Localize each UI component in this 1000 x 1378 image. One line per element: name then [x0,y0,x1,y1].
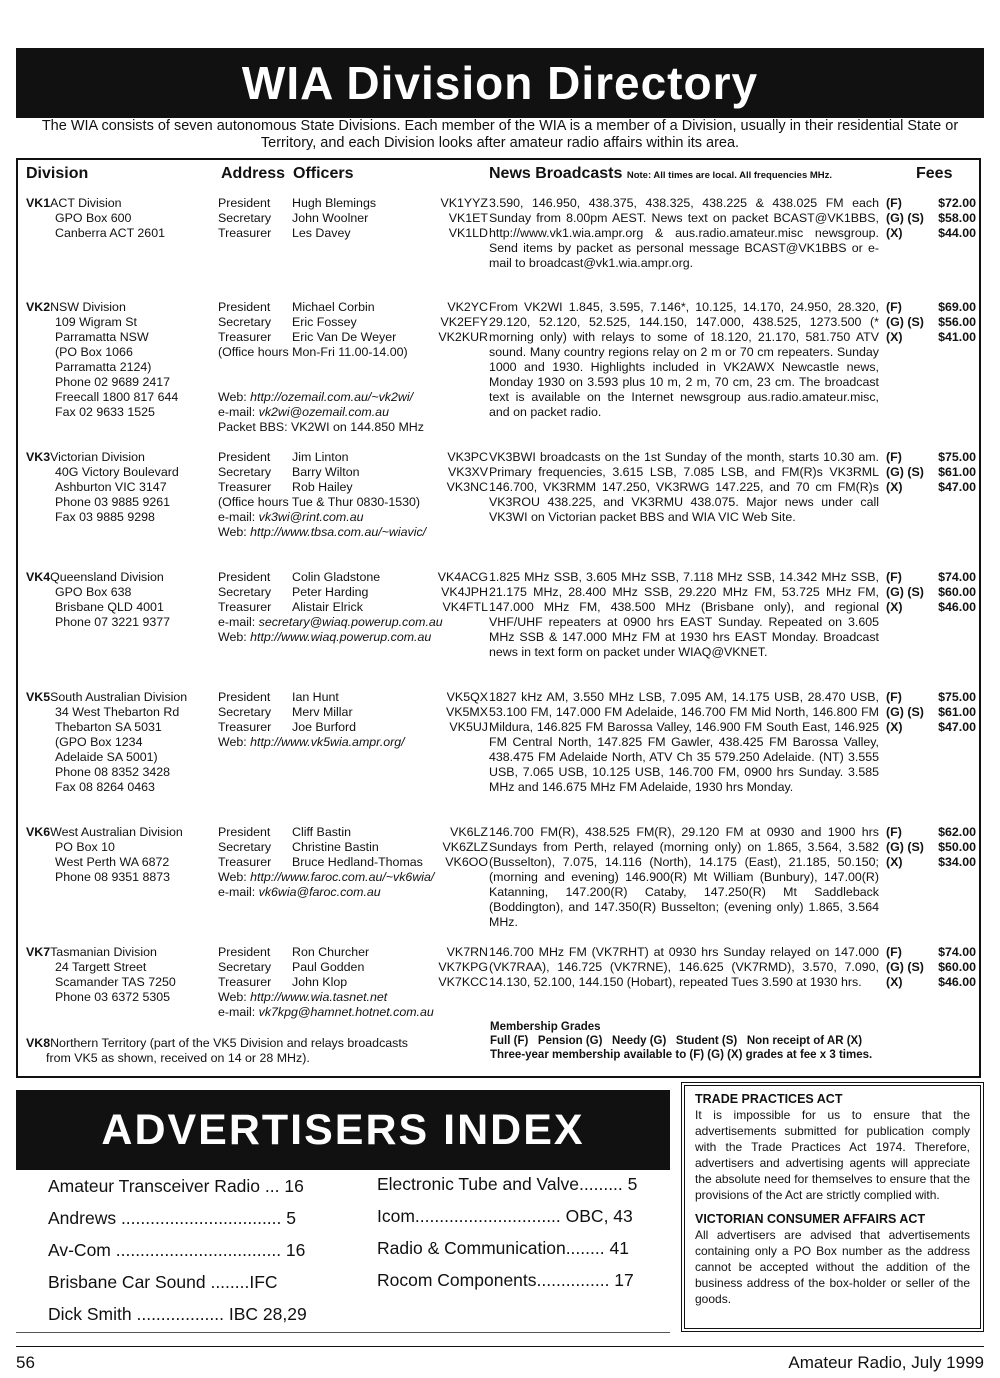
fee-row [886,570,976,585]
officer-extra-line [218,1005,488,1020]
officer-row [218,855,488,870]
fee-row [886,300,976,315]
trade-practices-notice [681,1082,984,1332]
fee-grade: (F) [886,300,902,314]
header-fees: Fees [916,165,953,182]
fee-grade: (F) [886,450,902,464]
officer-name: Colin Gladstone [292,570,381,584]
address-line: (PO Box 1066 [55,345,133,359]
fee-amount: $41.00 [938,330,976,344]
officer-name: Paul Godden [292,960,365,974]
division-fees [886,825,976,870]
fee-row [886,840,976,855]
fee-row [886,330,976,345]
officer-callsign: VK2YC [447,300,488,314]
officer-extra-line [218,420,488,435]
header-division: Division [26,165,89,182]
fee-amount: $58.00 [938,211,976,225]
officer-role: Secretary [218,315,272,329]
news-broadcasts: VK3BWI broadcasts on the 1st Sunday of the month, starts 10.30 am. Primary frequencies, 3.615 LSB, 7.085 LSB, and FM(R)s VK3RML 146.700, VK3RMM 147.250, VK3RWG 147.225, and 70 cm FM(R)s VK3ROU 438.225, and VK3RMU 438.075. Major news under call VK3WI on Victorian packet BBS and WIA VIC Web Site. [489,450,879,524]
officer-name: Les Davey [292,226,351,240]
page-footer [16,1346,984,1377]
officer-name: Barry Wilton [292,465,360,479]
officer-callsign: VK1YYZ [440,196,488,210]
address-line: Brisbane QLD 4001 [55,600,164,614]
officer-callsign: VK5QX [446,690,488,704]
address-line: Thebarton SA 5031 [55,720,162,734]
officer-callsign: VK7RN [446,945,488,959]
address-line: GPO Box 638 [55,585,132,599]
consumer-affairs-text: All advertisers are advised that advertisements containing only a PO Box number as the address cannot be accepted without the addition of the business address of the box-holder or seller of the goods. [695,1228,970,1306]
fee-amount: $62.00 [938,825,976,839]
address-line: Canberra ACT 2601 [55,226,165,240]
fee-amount: $74.00 [938,945,976,959]
officer-row [218,226,488,241]
fee-grade: (G) (S) [886,840,924,854]
extra-label: Web: [218,990,251,1004]
extra-value: http://www.vk5wia.ampr.org/ [250,735,405,749]
division-code: VK7 [26,945,51,959]
news-broadcasts: 3.590, 146.950, 438.375, 438.325, 438.225 & 438.025 FM each Sunday from 8.00pm AEST. News text on packet BCAST@VK1BBS, http://www.vk1.wia.ampr.org & aus.radio.amateur.misc newsgroup. Send items by packet as personal message BCAST@VK1BBS or e-mail to broadcast@vk1.wia.ampr.org. [489,196,879,270]
officer-callsign: VK4FTL [442,600,488,614]
officer-role: Secretary [218,465,272,479]
officer-callsign: VK7KCC [438,975,488,989]
division-code: VK3 [26,450,51,464]
officer-role: Secretary [218,960,272,974]
officer-row [218,570,488,585]
fee-amount: $75.00 [938,690,976,704]
officer-row [218,330,488,345]
page-number: 56 [16,1353,35,1372]
officer-row [218,975,488,990]
fee-amount: $74.00 [938,570,976,584]
fee-grade: (X) [886,226,903,240]
officer-role: Treasurer [218,480,272,494]
officer-role: Secretary [218,585,272,599]
division-name: Queensland Division [50,570,164,584]
address-line: 109 Wigram St [55,315,137,329]
fee-amount: $69.00 [938,300,976,314]
division-code: VK8 [26,1036,51,1050]
fee-amount: $60.00 [938,960,976,974]
division-name: NSW Division [50,300,126,314]
officer-extra-line [218,405,488,420]
officer-callsign: VK5MX [445,705,488,719]
extra-label: Web: [218,390,251,404]
address-line: Freecall 1800 817 644 [55,390,179,404]
division-officers [218,300,488,435]
advertiser-item: Rocom Components............... 17 [377,1270,634,1290]
officer-name: Eric Van De Weyer [292,330,397,344]
news-broadcasts: 146.700 FM(R), 438.525 FM(R), 29.120 FM at 0930 and 1900 hrs Sundays from Perth, relayed (morning only) on 1.865, 3.564, 3.582 (Busselton), 7.075, 14.116 (North), 14.175 (East), 21.185, 50.150; (morning and evening) 146.900(R) Mt William (Bunbury), 147.00(R) Katanning, 147.200(R) Cataby, 147.250(R) Mt Saddleback (Boddington), and 147.350(R) Busselton; (evening only) 1.865, 3.564 MHz. [489,825,879,929]
advertiser-item: Amateur Transceiver Radio ... 16 [48,1176,304,1196]
officer-name: Bruce Hedland-Thomas [292,855,423,869]
address-line: (GPO Box 1234 [55,735,143,749]
advertiser-item: Andrews ................................. 5 [48,1208,296,1228]
division-code: VK2 [26,300,51,314]
division-officers [218,570,488,645]
advertiser-item: Brisbane Car Sound ........IFC [48,1272,278,1292]
officer-callsign: VK7KPG [438,960,488,974]
officer-role: President [218,300,271,314]
officer-name: John Klop [292,975,348,989]
officer-row [218,450,488,465]
division-fees [886,570,976,615]
address-line: Adelaide SA 5001) [55,750,158,764]
fee-row [886,465,976,480]
officer-callsign: VK3XV [448,465,488,479]
officer-extra-line [218,630,488,645]
header-news [489,165,832,183]
division-code: VK4 [26,570,51,584]
fee-grade: (X) [886,975,903,989]
division-name: South Australian Division [50,690,188,704]
officer-name: John Woolner [292,211,369,225]
fee-row [886,211,976,226]
officer-row [218,600,488,615]
fee-row [886,825,976,840]
fee-grade: (F) [886,945,902,959]
address-line: 24 Targett Street [55,960,147,974]
division-name: Victorian Division [50,450,145,464]
division-directory-table [16,158,981,1078]
division-name: Tasmanian Division [50,945,157,959]
address-line: Phone 03 9885 9261 [55,495,171,509]
fee-amount: $72.00 [938,196,976,210]
officer-name: Eric Fossey [292,315,357,329]
fee-amount: $47.00 [938,720,976,734]
fee-amount: $60.00 [938,585,976,599]
fee-row [886,196,976,211]
extra-value: vk3wi@rint.com.au [258,510,364,524]
division-officers [218,690,488,750]
membership-line2: Three-year membership available to (F) (G) (X) grades at fee x 3 times. [490,1049,873,1061]
officer-callsign: VK6LZ [450,825,488,839]
extra-label: e-mail: [218,1005,259,1019]
officer-name: Cliff Bastin [292,825,351,839]
header-officers: Officers [293,165,354,182]
division-name: ACT Division [50,196,122,210]
officer-row [218,705,488,720]
extra-label: Web: [218,525,251,539]
officer-extra-line [218,345,488,360]
officer-name: Ian Hunt [292,690,339,704]
fee-row [886,480,976,495]
officer-row [218,300,488,315]
trade-practices-text: It is impossible for us to ensure that the advertisements submitted for publication comply with the Trade Practices Act 1974. Therefore, advertisers and advertising agents will appreciate the absolute need for themselves to ensure that the provisions of the Act are strictly complied with. [695,1108,970,1202]
advertisers-index-title: ADVERTISERS INDEX [16,1090,670,1170]
fee-grade: (X) [886,330,903,344]
officer-row [218,465,488,480]
page-title: WIA Division Directory [16,48,984,118]
extra-value: http://www.tbsa.com.au/~wiavic/ [250,525,427,539]
officer-row [218,211,488,226]
fee-row [886,855,976,870]
address-line: Phone 02 9689 2417 [55,375,171,389]
division-fees [886,300,976,345]
fee-row [886,450,976,465]
officer-callsign: VK4ACG [437,570,488,584]
address-line: West Perth WA 6872 [55,855,170,869]
fee-grade: (G) (S) [886,211,924,225]
officer-extra-line [218,375,488,390]
membership-line1: Full (F) Pension (G) Needy (G) Student (S) Non receipt of AR (X) [490,1035,863,1047]
division-name: West Australian Division [50,825,183,839]
extra-value: http://ozemail.com.au/~vk2wi/ [250,390,414,404]
officer-extra-line [218,870,488,885]
officer-callsign: VK3PC [447,450,488,464]
address-line: Scamander TAS 7250 [55,975,176,989]
officer-extra-line [218,735,488,750]
officer-extra-line [218,615,488,630]
division-code: VK5 [26,690,51,704]
officer-callsign: VK2KUR [438,330,488,344]
fee-row [886,315,976,330]
officer-callsign: VK5UJ [449,720,488,734]
fee-row [886,705,976,720]
officer-name: Ron Churcher [292,945,370,959]
officer-name: Michael Corbin [292,300,375,314]
extra-label: Packet BBS: VK2WI on 144.850 MHz [218,420,424,434]
magazine-issue: Amateur Radio, July 1999 [788,1353,984,1372]
officer-name: Rob Hailey [292,480,353,494]
membership-grades [490,1020,970,1062]
advertiser-item: Electronic Tube and Valve......... 5 [377,1174,638,1194]
officer-row [218,960,488,975]
officer-callsign: VK3NC [446,480,488,494]
officer-callsign: VK6ZLZ [442,840,488,854]
officer-name: Jim Linton [292,450,349,464]
fee-grade: (G) (S) [886,315,924,329]
officer-role: President [218,570,271,584]
news-broadcasts: 1.825 MHz SSB, 3.605 MHz SSB, 7.118 MHz SSB, 14.342 MHz SSB, 21.175 MHz, 28.400 MHz SSB, 29.220 MHz FM, 53.725 MHz FM, 147.000 MHz FM, 438.500 MHz (Brisbane only), and regional VHF/UHF repeaters at 0900 hrs EAST Sunday. Repeated on 3.605 MHz SSB & 147.000 MHz FM at 1930 hrs EAST Monday. Broadcast news in text form on packet under WIAQ@VKNET. [489,570,879,659]
extra-value: http://www.wiaq.powerup.com.au [250,630,432,644]
division-officers [218,450,488,540]
extra-label: (Office hours Mon-Fri 11.00-14.00) [218,345,408,359]
officer-extra-line [218,360,488,375]
vk8-line1: Northern Territory (part of the VK5 Division and relays broadcasts [50,1036,408,1050]
fee-row [886,945,976,960]
officer-extra-line [218,510,488,525]
officer-callsign: VK1LD [448,226,488,240]
division-officers [218,945,488,1020]
officer-name: Merv Millar [292,705,353,719]
division-address [26,945,216,1005]
fee-row [886,720,976,735]
officer-role: Treasurer [218,330,272,344]
fee-grade: (F) [886,825,902,839]
advertiser-item: Av-Com .................................. 16 [48,1240,306,1260]
officer-row [218,480,488,495]
division-address [26,300,216,420]
officer-role: Treasurer [218,720,272,734]
fee-amount: $46.00 [938,600,976,614]
address-line: Fax 03 9885 9298 [55,510,155,524]
extra-label: e-mail: [218,885,259,899]
fee-grade: (X) [886,480,903,494]
advertiser-item: Icom.............................. OBC, 43 [377,1206,633,1226]
advertiser-item: Radio & Communication........ 41 [377,1238,629,1258]
address-line: Ashburton VIC 3147 [55,480,167,494]
officer-role: President [218,945,271,959]
fee-grade: (X) [886,600,903,614]
fee-row [886,960,976,975]
fee-grade: (F) [886,196,902,210]
address-line: Parramatta 2124) [55,360,152,374]
address-line: 34 West Thebarton Rd [55,705,180,719]
officer-role: Secretary [218,840,272,854]
division-address [26,570,216,630]
consumer-affairs-title: VICTORIAN CONSUMER AFFAIRS ACT [695,1212,926,1226]
extra-value: http://www.wia.tasnet.net [250,990,388,1004]
extra-label: Web: [218,630,251,644]
officer-row [218,840,488,855]
fee-grade: (F) [886,690,902,704]
fee-row [886,975,976,990]
extra-value: vk7kpg@hamnet.hotnet.com.au [258,1005,434,1019]
extra-label: e-mail: [218,510,259,524]
officer-row [218,196,488,211]
fee-row [886,600,976,615]
officer-callsign: VK2EFY [440,315,488,329]
fee-grade: (G) (S) [886,960,924,974]
officer-extra-line [218,525,488,540]
officer-extra-line [218,990,488,1005]
officer-row [218,945,488,960]
division-fees [886,450,976,495]
division-address [26,450,216,525]
fee-row [886,690,976,705]
officer-role: President [218,825,271,839]
extra-value: vk2wi@ozemail.com.au [258,405,389,419]
extra-value: http://www.faroc.com.au/~vk6wia/ [250,870,435,884]
division-code: VK6 [26,825,51,839]
advertisers-list [16,1170,670,1333]
advertiser-item: Dick Smith .................. IBC 28,29 [48,1304,307,1324]
division-code: VK1 [26,196,51,210]
fee-row [886,585,976,600]
division-officers [218,825,488,900]
division-address [26,196,216,241]
fee-grade: (G) (S) [886,705,924,719]
officer-role: Treasurer [218,600,272,614]
division-address [26,690,216,795]
fee-amount: $75.00 [938,450,976,464]
news-broadcasts: 146.700 MHz FM (VK7RHT) at 0930 hrs Sunday relayed on 147.000 (VK7RAA), 146.725 (VK7RNE), 146.625 (VK7RMD), 3.570, 7.090, 14.130, 52.100, 144.150 (Hobart), repeated Tues 3.590 at 1930 hrs. [489,945,879,989]
officer-row [218,315,488,330]
extra-label: Web: [218,735,251,749]
division-address [26,825,216,885]
address-line: GPO Box 600 [55,211,132,225]
division-fees [886,690,976,735]
fee-amount: $56.00 [938,315,976,329]
address-line: Phone 07 3221 9377 [55,615,171,629]
fee-amount: $44.00 [938,226,976,240]
fee-grade: (X) [886,855,903,869]
officer-role: President [218,450,271,464]
extra-label: e-mail: [218,405,259,419]
intro-text: The WIA consists of seven autonomous State Divisions. Each member of the WIA is a member of a Division, usually in their residential State or Territory, and each Division looks after amateur radio affairs within its area. [41,118,959,151]
fee-amount: $46.00 [938,975,976,989]
address-line: Phone 08 8352 3428 [55,765,171,779]
news-broadcasts: 1827 kHz AM, 3.550 MHz LSB, 7.095 AM, 14.175 USB, 28.470 USB, 53.100 FM, 147.000 FM Adelaide, 146.700 FM Mid North, 146.800 FM Mildura, 146.825 FM Barossa Valley, 146.900 FM South East, 146.925 FM Central North, 147.825 FM Gawler, 438.425 FM Barossa Valley, 438.475 FM Adelaide North, ATV Ch 35 579.250 Adelaide. (NT) 3.555 USB, 7.065 USB, 10.125 USB, 146.700 FM, 0900 hrs Sunday. 3.585 MHz and 146.675 MHz FM Adelaide, 1930 hrs Monday. [489,690,879,794]
officer-role: President [218,690,271,704]
officer-extra-line [218,885,488,900]
officer-callsign: VK6OO [445,855,488,869]
officer-name: Hugh Blemings [292,196,377,210]
officer-row [218,825,488,840]
officer-row [218,690,488,705]
vk8-line2: from VK5 as shown, received on 14 or 28 MHz). [46,1051,310,1065]
officer-callsign: VK4JPH [441,585,488,599]
extra-value: secretary@wiaq.powerup.com.au [258,615,443,629]
officer-name: Alistair Elrick [292,600,363,614]
address-line: Phone 03 6372 5305 [55,990,171,1004]
officer-callsign: VK1ET [448,211,488,225]
officer-role: Secretary [218,705,272,719]
address-line: 40G Victory Boulevard [55,465,179,479]
extra-label: e-mail: [218,615,259,629]
division-fees [886,196,976,241]
officer-row [218,585,488,600]
extra-label: Web: [218,870,251,884]
fee-grade: (X) [886,720,903,734]
fee-grade: (G) (S) [886,465,924,479]
membership-title: Membership Grades [490,1021,601,1033]
address-line: Phone 08 9351 8873 [55,870,171,884]
fee-amount: $50.00 [938,840,976,854]
fee-amount: $61.00 [938,705,976,719]
fee-amount: $47.00 [938,480,976,494]
officer-role: Treasurer [218,975,272,989]
extra-label: (Office hours Tue & Thur 0830-1530) [218,495,421,509]
officer-name: Joe Burford [292,720,357,734]
officer-extra-line [218,495,488,510]
officer-row [218,720,488,735]
header-news-note: Note: All times are local. All frequencies MHz. [626,170,833,181]
division-fees [886,945,976,990]
officer-role: President [218,196,271,210]
fee-amount: $61.00 [938,465,976,479]
officer-extra-line [218,390,488,405]
officer-name: Christine Bastin [292,840,379,854]
officer-role: Treasurer [218,855,272,869]
header-address: Address [221,165,286,182]
fee-grade: (F) [886,570,902,584]
address-line: Parramatta NSW [55,330,149,344]
address-line: PO Box 10 [55,840,115,854]
news-broadcasts: From VK2WI 1.845, 3.595, 7.146*, 10.125, 14.170, 24.950, 28.320, 29.120, 52.120, 52.525, 144.150, 147.000, 438.525, 1273.500 (* morning only) with relays to some of 18.120, 21.170, 581.750 ATV sound. Many country regions relay on 2 m or 70 cm repeaters. Sunday 1000 and 1930. Highlights included in VK2AWX Newcastle news, Monday 1930 on 3.593 plus 10 m, 2 m, 70 cm, 23 cm. The broadcast text is available on the Internet newsgroup aus.radio.amateur.misc, and on packet radio. [489,300,879,419]
officer-role: Treasurer [218,226,272,240]
fee-amount: $34.00 [938,855,976,869]
fee-grade: (G) (S) [886,585,924,599]
header-news-label: News Broadcasts [489,165,623,182]
fee-row [886,226,976,241]
officer-name: Peter Harding [292,585,369,599]
address-line: Fax 02 9633 1525 [55,405,155,419]
address-line: Fax 08 8264 0463 [55,780,155,794]
trade-practices-title: TRADE PRACTICES ACT [695,1092,843,1106]
division-officers [218,196,488,241]
officer-role: Secretary [218,211,272,225]
extra-value: vk6wia@faroc.com.au [258,885,381,899]
